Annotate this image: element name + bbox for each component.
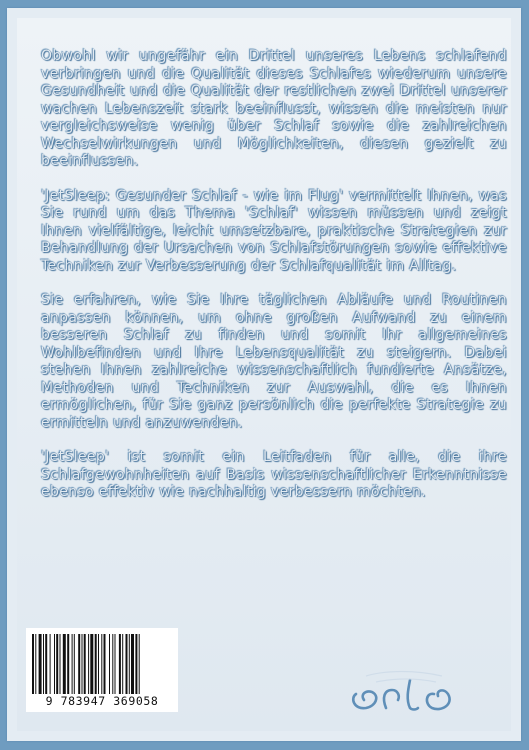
barcode-number: 9 783947 369058 [45, 694, 159, 708]
blurb-text [41, 48, 507, 519]
paragraph-1: Obwohl wir ungefähr ein Drittel unseres Lebens schlafend verbringen und die Qualität dieses Schlafes wiederum unsere Gesundheit und die Qualität der restlichen zwei Drittel unserer wachen Lebenszeit stark beeinflusst, wissen die meisten nur vergleichsweise wenig über Schlaf sowie die zahlreichen Wechselwirkungen und Möglichkeiten, diesen gezielt zu beeinflussen. [41, 48, 507, 169]
paragraph-3: Sie erfahren, wie Sie Ihre täglichen Abläufe und Routinen anpassen können, um ohne großen Aufwand zu einem besseren Schlaf zu finden und somit Ihr allgemeines Wohlbefinden und Ihre Lebensqualität zu steigern. Dabei stehen Ihnen zahlreiche wissenschaftlich fundierte Ansätze, Methoden und Techniken zur Auswahl, die es Ihnen ermöglichen, für Sie ganz persönlich die perfekte Strategie zu ermitteln und anzuwenden. [41, 292, 507, 431]
back-cover-panel [17, 18, 511, 731]
publisher-logo-icon [346, 664, 466, 716]
isbn-barcode [26, 628, 178, 712]
paragraph-2: 'JetSleep: Gesunder Schlaf - wie im Flug' vermittelt Ihnen, was Sie rund um das Thema 'Schlaf' wissen müssen und zeigt Ihnen vielfältige, leicht umsetzbare, praktische Strategien zur Behandlung der Ursachen von Schlafstörungen sowie effektive Techniken zur Verbesserung der Schlafqualität im Alltag. [41, 187, 507, 274]
barcode-bars [32, 634, 172, 694]
paragraph-4: 'JetSleep' ist somit ein Leitfaden für alle, die ihre Schlafgewohnheiten auf Basis wissenschaftlicher Erkenntnisse ebenso effektiv wie nachhaltig verbessern möchten. [41, 449, 507, 500]
